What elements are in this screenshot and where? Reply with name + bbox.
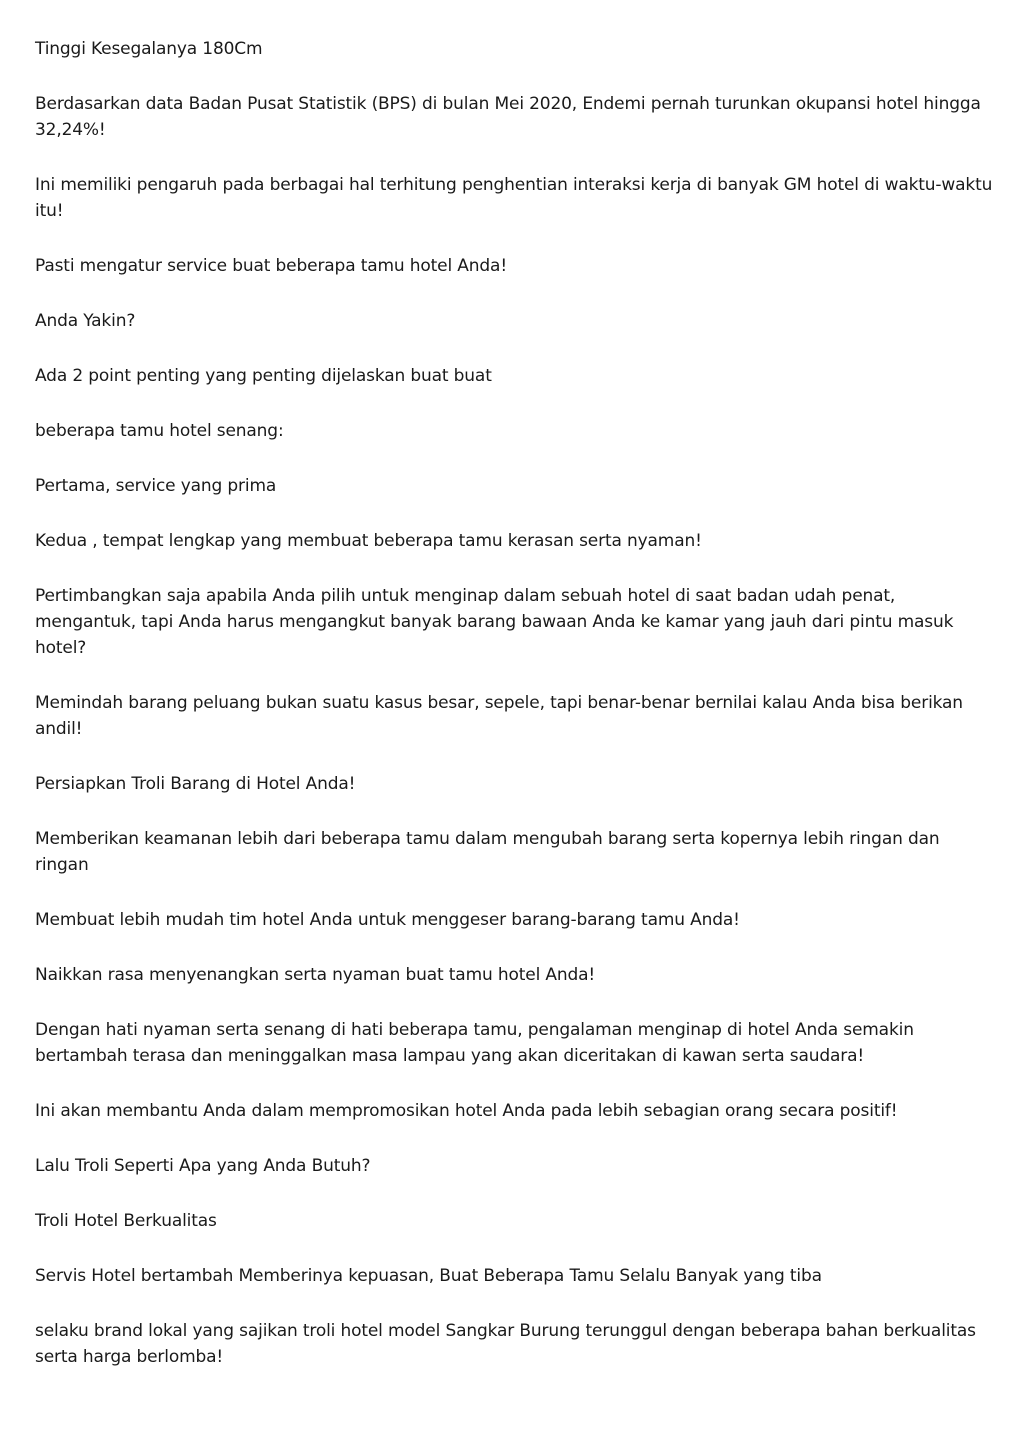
paragraph-question: Anda Yakin? — [35, 311, 136, 331]
paragraph-comfort: Naikkan rasa menyenangkan serta nyaman buat tamu hotel Anda! — [35, 965, 596, 985]
paragraph-first-point: Pertama, service yang prima — [35, 476, 277, 496]
paragraph-quality-trolley: Troli Hotel Berkualitas — [35, 1211, 217, 1231]
paragraph-local-brand: selaku brand lokal yang sajikan troli hotel model Sangkar Burung terunggul dengan beberapa bahan berkualitas serta harga berlomba! — [35, 1321, 976, 1367]
paragraph-consider: Pertimbangkan saja apabila Anda pilih untuk menginap dalam sebuah hotel di saat badan udah penat, mengantuk, tapi Anda harus mengangkut banyak barang bawaan Anda ke kamar yang jauh dari pintu masuk hotel? — [35, 586, 954, 658]
paragraph-promotion: Ini akan membantu Anda dalam mempromosikan hotel Anda pada lebih sebagian orang secara positif! — [35, 1101, 898, 1121]
paragraph-security: Memberikan keamanan lebih dari beberapa tamu dalam mengubah barang serta kopernya lebih ringan dan ringan — [35, 829, 940, 875]
paragraph-moving-goods: Memindah barang peluang bukan suatu kasus besar, sepele, tapi benar-benar bernilai kalau Anda bisa berikan andil! — [35, 693, 963, 739]
paragraph-two-points: Ada 2 point penting yang penting dijelaskan buat buat — [35, 366, 492, 386]
paragraph-prepare-trolley: Persiapkan Troli Barang di Hotel Anda! — [35, 774, 356, 794]
paragraph-easier-team: Membuat lebih mudah tim hotel Anda untuk menggeser barang-barang tamu Anda! — [35, 910, 740, 930]
document-body — [35, 36, 993, 1399]
paragraph-height-title: Tinggi Kesegalanya 180Cm — [35, 39, 263, 59]
paragraph-service: Pasti mengatur service buat beberapa tamu hotel Anda! — [35, 256, 507, 276]
paragraph-which-trolley: Lalu Troli Seperti Apa yang Anda Butuh? — [35, 1156, 371, 1176]
paragraph-bps-data: Berdasarkan data Badan Pusat Statistik (BPS) di bulan Mei 2020, Endemi pernah turunkan okupansi hotel hingga 32,24%! — [35, 94, 981, 140]
paragraph-hotel-service: Servis Hotel bertambah Memberinya kepuasan, Buat Beberapa Tamu Selalu Banyak yang tiba — [35, 1266, 822, 1286]
paragraph-second-point: Kedua , tempat lengkap yang membuat beberapa tamu kerasan serta nyaman! — [35, 531, 702, 551]
paragraph-impact: Ini memiliki pengaruh pada berbagai hal terhitung penghentian interaksi kerja di banyak GM hotel di waktu-waktu itu! — [35, 175, 993, 221]
paragraph-experience: Dengan hati nyaman serta senang di hati beberapa tamu, pengalaman menginap di hotel Anda semakin bertambah terasa dan meninggalkan masa lampau yang akan diceritakan di kawan serta saudara! — [35, 1020, 914, 1066]
paragraph-guests-happy: beberapa tamu hotel senang: — [35, 421, 284, 441]
